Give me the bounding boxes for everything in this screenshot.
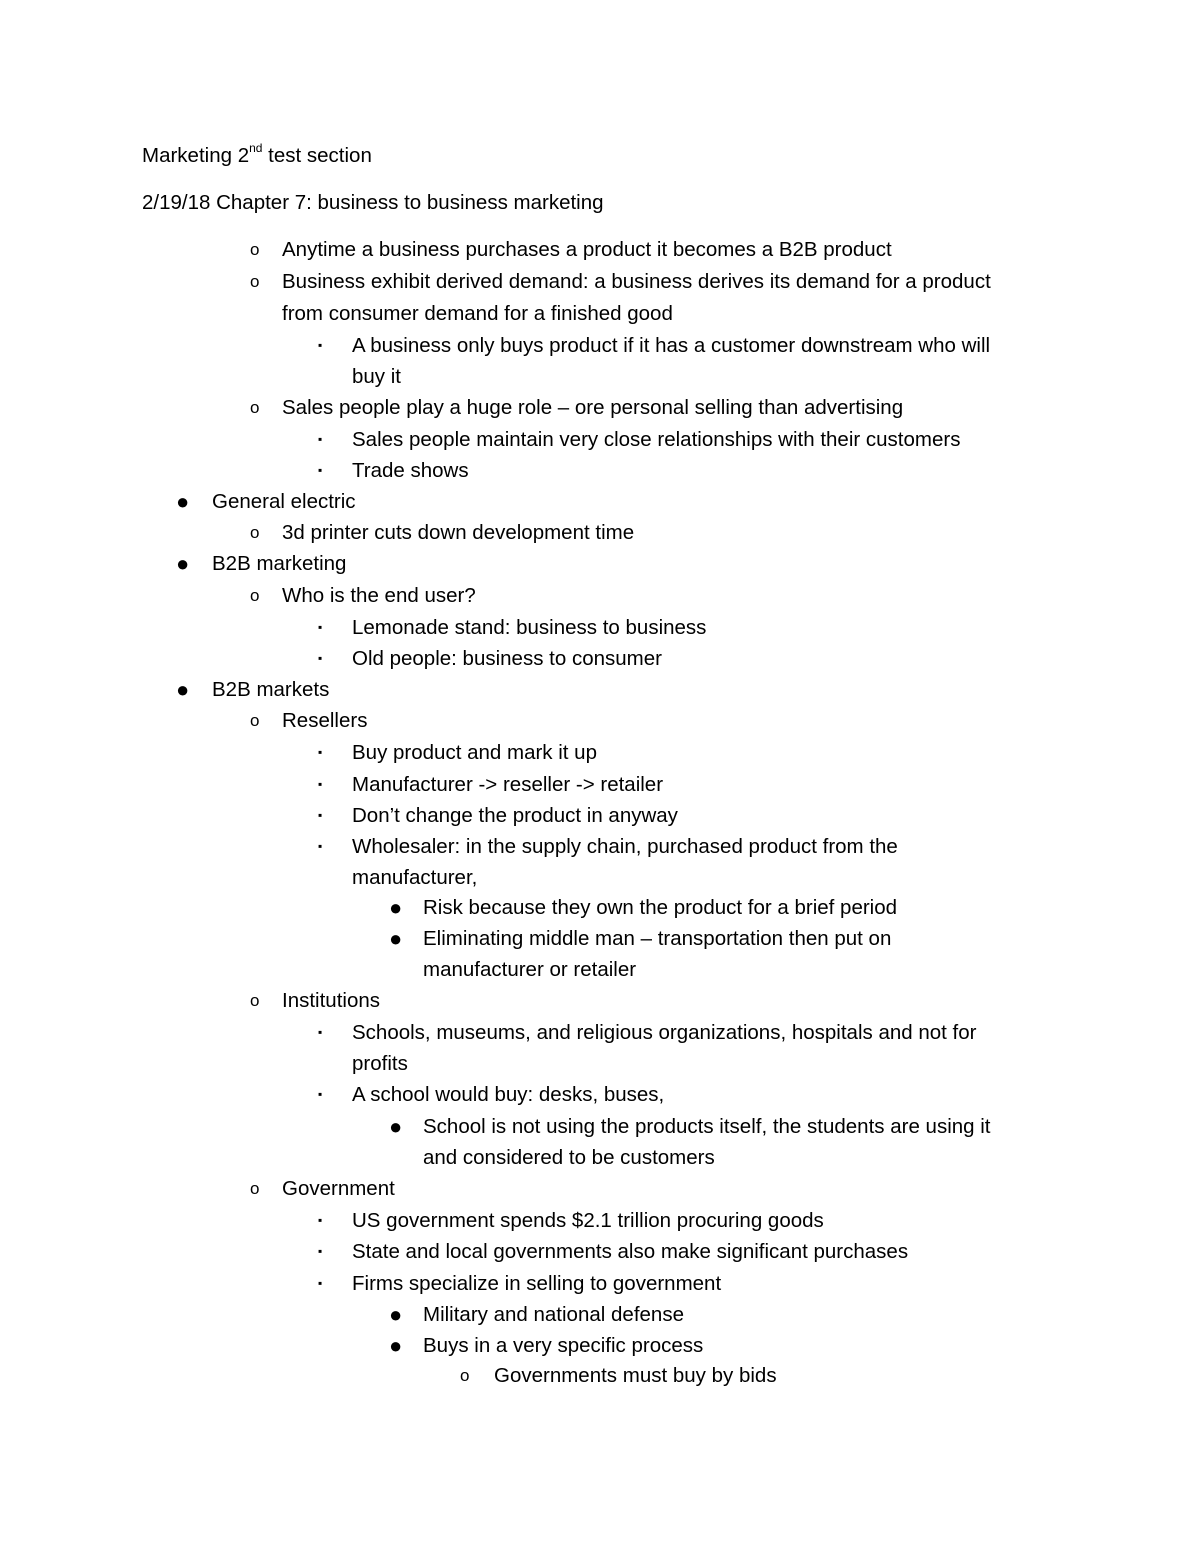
list-item-text: manufacturer, [352, 866, 478, 889]
list-item-text: Governments must buy by bids [494, 1364, 777, 1387]
list-item [0, 612, 1200, 643]
list-item-text: Don’t change the product in anyway [352, 804, 678, 827]
list-item-text: B2B marketing [212, 552, 347, 575]
list-item [0, 455, 1200, 486]
list-item [0, 1268, 1200, 1299]
circle-bullet-icon: o [250, 272, 260, 291]
square-bullet-icon: ▪ [318, 432, 323, 446]
list-item [0, 862, 1200, 893]
dot-bullet-icon: ● [389, 1333, 403, 1358]
list-item [0, 548, 1200, 579]
list-item [0, 643, 1200, 674]
square-bullet-icon: ▪ [318, 620, 323, 634]
list-item [0, 737, 1200, 768]
list-item [0, 1330, 1200, 1361]
list-item [0, 705, 1200, 736]
list-item-text: B2B markets [212, 678, 330, 701]
list-item-text: and considered to be customers [423, 1146, 715, 1169]
list-item [0, 330, 1200, 361]
list-item [0, 674, 1200, 705]
circle-bullet-icon: o [250, 586, 260, 605]
list-item-text: Manufacturer -> reseller -> retailer [352, 773, 664, 796]
list-item-text: Buy product and mark it up [352, 741, 597, 764]
list-item [0, 392, 1200, 423]
list-item-text: Schools, museums, and religious organizations, hospitals and not for [352, 1021, 977, 1044]
list-item-text: A school would buy: desks, buses, [352, 1083, 665, 1106]
circle-bullet-icon: o [250, 523, 260, 542]
list-item [0, 517, 1200, 548]
list-item-text: General electric [212, 490, 356, 513]
list-item-text: A business only buys product if it has a customer downstream who will [352, 334, 991, 357]
list-item [0, 1360, 1200, 1391]
list-item [0, 800, 1200, 831]
list-item [0, 298, 1200, 329]
list-item-text: Who is the end user? [282, 584, 476, 607]
square-bullet-icon: ▪ [318, 777, 323, 791]
list-item-text: Anytime a business purchases a product it becomes a B2B product [282, 238, 892, 261]
list-item [0, 1205, 1200, 1236]
list-item [0, 1048, 1200, 1079]
list-item-text: Sales people play a huge role – ore personal selling than advertising [282, 396, 904, 419]
document-subtitle: 2/19/18 Chapter 7: business to business marketing [142, 191, 604, 214]
list-item [0, 831, 1200, 862]
square-bullet-icon: ▪ [318, 338, 323, 352]
circle-bullet-icon: o [250, 240, 260, 259]
list-item [0, 1079, 1200, 1110]
dot-bullet-icon: ● [389, 1302, 403, 1327]
list-item [0, 985, 1200, 1016]
title-suffix: test section [262, 144, 372, 167]
dot-bullet-icon: ● [176, 489, 190, 514]
list-item [0, 1017, 1200, 1048]
list-item-text: Eliminating middle man – transportation then put on [423, 927, 892, 950]
circle-bullet-icon: o [250, 1179, 260, 1198]
square-bullet-icon: ▪ [318, 1025, 323, 1039]
list-item [0, 486, 1200, 517]
list-item-text: Government [282, 1177, 395, 1200]
list-item-text: Resellers [282, 709, 368, 732]
square-bullet-icon: ▪ [318, 808, 323, 822]
list-item [0, 424, 1200, 455]
list-item-text: buy it [352, 365, 401, 388]
square-bullet-icon: ▪ [318, 1244, 323, 1258]
square-bullet-icon: ▪ [318, 1276, 323, 1290]
title-text: Marketing 2 [142, 144, 250, 167]
square-bullet-icon: ▪ [318, 1213, 323, 1227]
list-item-text: Institutions [282, 989, 380, 1012]
list-item [0, 1111, 1200, 1142]
list-item [0, 923, 1200, 954]
list-item-text: Business exhibit derived demand: a business derives its demand for a product [282, 270, 991, 293]
list-item-text: Old people: business to consumer [352, 647, 662, 670]
list-item-text: from consumer demand for a finished good [282, 302, 673, 325]
list-item-text: Military and national defense [423, 1303, 684, 1326]
list-item [0, 580, 1200, 611]
list-item-text: Sales people maintain very close relationships with their customers [352, 428, 961, 451]
circle-bullet-icon: o [460, 1366, 470, 1385]
list-item-text: US government spends $2.1 trillion procuring goods [352, 1209, 824, 1232]
document-title [0, 140, 1200, 171]
list-item [0, 361, 1200, 392]
list-item-text: Firms specialize in selling to government [352, 1272, 722, 1295]
list-item-text: Trade shows [352, 459, 469, 482]
list-item-text: Lemonade stand: business to business [352, 616, 707, 639]
square-bullet-icon: ▪ [318, 1087, 323, 1101]
dot-bullet-icon: ● [389, 926, 403, 951]
list-item-text: Wholesaler: in the supply chain, purchased product from the [352, 835, 898, 858]
square-bullet-icon: ▪ [318, 839, 323, 853]
square-bullet-icon: ▪ [318, 745, 323, 759]
list-item-text: manufacturer or retailer [423, 958, 637, 981]
list-item-text: Risk because they own the product for a brief period [423, 896, 898, 919]
circle-bullet-icon: o [250, 711, 260, 730]
list-item-text: Buys in a very specific process [423, 1334, 704, 1357]
dot-bullet-icon: ● [389, 895, 403, 920]
list-item-text: State and local governments also make significant purchases [352, 1240, 909, 1263]
list-item-text: 3d printer cuts down development time [282, 521, 635, 544]
list-item [0, 1236, 1200, 1267]
list-item [0, 1299, 1200, 1330]
square-bullet-icon: ▪ [318, 463, 323, 477]
list-item [0, 266, 1200, 297]
circle-bullet-icon: o [250, 398, 260, 417]
list-item [0, 234, 1200, 265]
circle-bullet-icon: o [250, 991, 260, 1010]
list-item [0, 892, 1200, 923]
list-item [0, 954, 1200, 985]
square-bullet-icon: ▪ [318, 651, 323, 665]
dot-bullet-icon: ● [389, 1114, 403, 1139]
dot-bullet-icon: ● [176, 551, 190, 576]
list-item-text: profits [352, 1052, 408, 1075]
list-item [0, 1142, 1200, 1173]
dot-bullet-icon: ● [176, 677, 190, 702]
list-item [0, 769, 1200, 800]
title-superscript: nd [249, 141, 263, 156]
list-item [0, 1173, 1200, 1204]
list-item-text: School is not using the products itself, the students are using it [423, 1115, 991, 1138]
